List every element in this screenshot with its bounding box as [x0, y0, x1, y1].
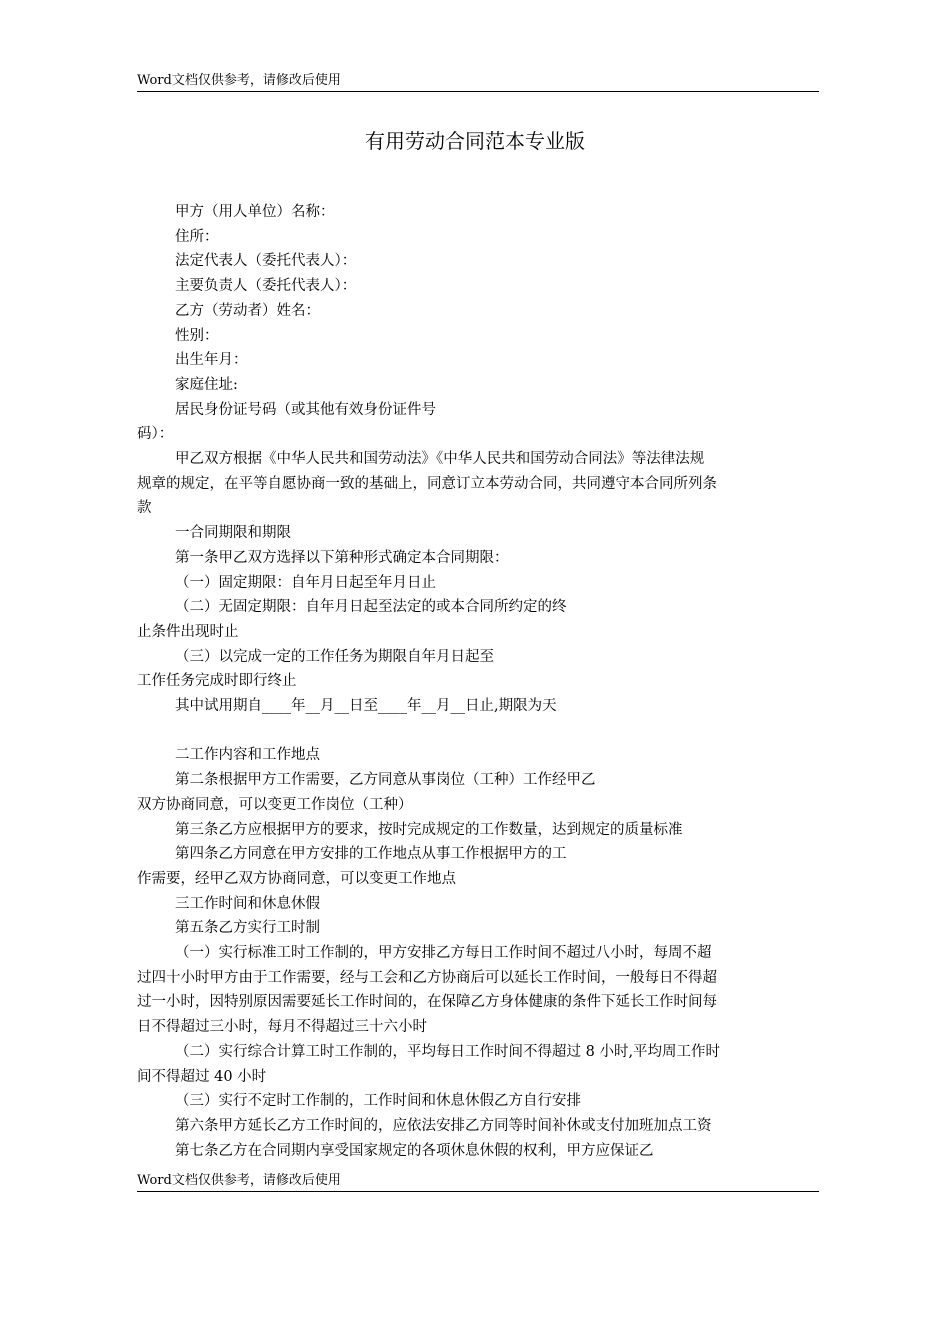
text-line: 二工作内容和工作地点: [175, 747, 320, 764]
text-line: （三）实行不定时工作制的，工作时间和休息休假乙方自行安排: [175, 1093, 581, 1110]
text-line: 款: [137, 500, 152, 517]
text-line: 第二条根据甲方工作需要，乙方同意从事岗位（工种）工作经甲乙: [175, 772, 596, 789]
text-line: 第一条甲乙双方选择以下第种形式确定本合同期限：: [175, 549, 509, 566]
text-line: 码）：: [137, 426, 174, 443]
text-line: 一合同期限和期限: [175, 525, 291, 542]
text-line: 主要负责人（委托代表人）：: [175, 278, 357, 295]
text-line: （二）无固定期限：自年月日起至法定的或本合同所约定的终: [175, 599, 567, 616]
text-line: 第三条乙方应根据甲方的要求，按时完成规定的工作数量，达到规定的质量标准: [175, 821, 683, 838]
text-line: 第六条甲方延长乙方工作时间的，应依法安排乙方同等时间补休或支付加班加点工资: [175, 1118, 712, 1134]
text-line: 家庭住址:: [175, 376, 238, 393]
text-line: 作需要，经甲乙双方协商同意，可以变更工作地点: [137, 870, 456, 887]
text-line: 住所：: [175, 228, 219, 245]
text-line: 第五条乙方实行工时制: [175, 920, 320, 937]
text-line: 甲乙双方根据《中华人民共和国劳动法》《中华人民共和国劳动合同法》等法律法规: [175, 451, 705, 468]
text-line: （三）以完成一定的工作任务为期限自年月日起至: [175, 648, 494, 665]
text-line: 止条件出现时止: [137, 623, 239, 640]
text-line: 出生年月：: [175, 352, 248, 369]
text-line: （一）实行标准工时工作制的，甲方安排乙方每日工作时间不超过八小时，每周不超: [175, 945, 712, 962]
text-line: 工作任务完成时即行终止: [137, 673, 297, 690]
text-line: 第七条乙方在合同期内享受国家规定的各项休息休假的权利，甲方应保证乙: [175, 1142, 654, 1159]
text-line: 间不得超过 40 小时: [137, 1068, 267, 1085]
page-header: Word文档仅供参考，请修改后使用: [137, 72, 819, 92]
text-line: 法定代表人（委托代表人）：: [175, 253, 357, 270]
document-title: 有用劳动合同范本专业版: [365, 129, 585, 153]
text-line: 甲方（用人单位）名称：: [175, 204, 335, 220]
text-line: 第四条乙方同意在甲方安排的工作地点从事工作根据甲方的工: [175, 846, 567, 863]
text-line: 乙方（劳动者）姓名：: [175, 302, 320, 319]
text-line: 双方协商同意，可以变更工作岗位（工种）: [137, 796, 413, 813]
text-line: 性别：: [175, 327, 219, 344]
text-line: 其中试用期自____年__月__日至____年__月__日止,期限为天: [175, 698, 557, 715]
text-line: 日不得超过三小时，每月不得超过三十六小时: [137, 1019, 427, 1036]
page-footer: Word文档仅供参考，请修改后使用: [137, 1172, 819, 1192]
text-line: 过四十小时甲方由于工作需要，经与工会和乙方协商后可以延长工作时间，一般每日不得超: [137, 969, 717, 986]
text-line: 居民身份证号码（或其他有效身份证件号: [175, 401, 436, 418]
text-line: 过一小时，因特别原因需要延长工作时间的，在保障乙方身体健康的条件下延长工作时间每: [137, 994, 717, 1011]
document-body: [137, 200, 819, 1163]
text-line: 规章的规定，在平等自愿协商一致的基础上，同意订立本劳动合同，共同遵守本合同所列条: [137, 475, 717, 492]
text-line: 三工作时间和休息休假: [175, 895, 320, 912]
text-line: （二）实行综合计算工时工作制的，平均每日工作时间不得超过 8 小时,平均周工作时: [175, 1043, 721, 1060]
text-line: （一）固定期限：自年月日起至年月日止: [175, 574, 436, 591]
blank-line: [137, 719, 819, 744]
